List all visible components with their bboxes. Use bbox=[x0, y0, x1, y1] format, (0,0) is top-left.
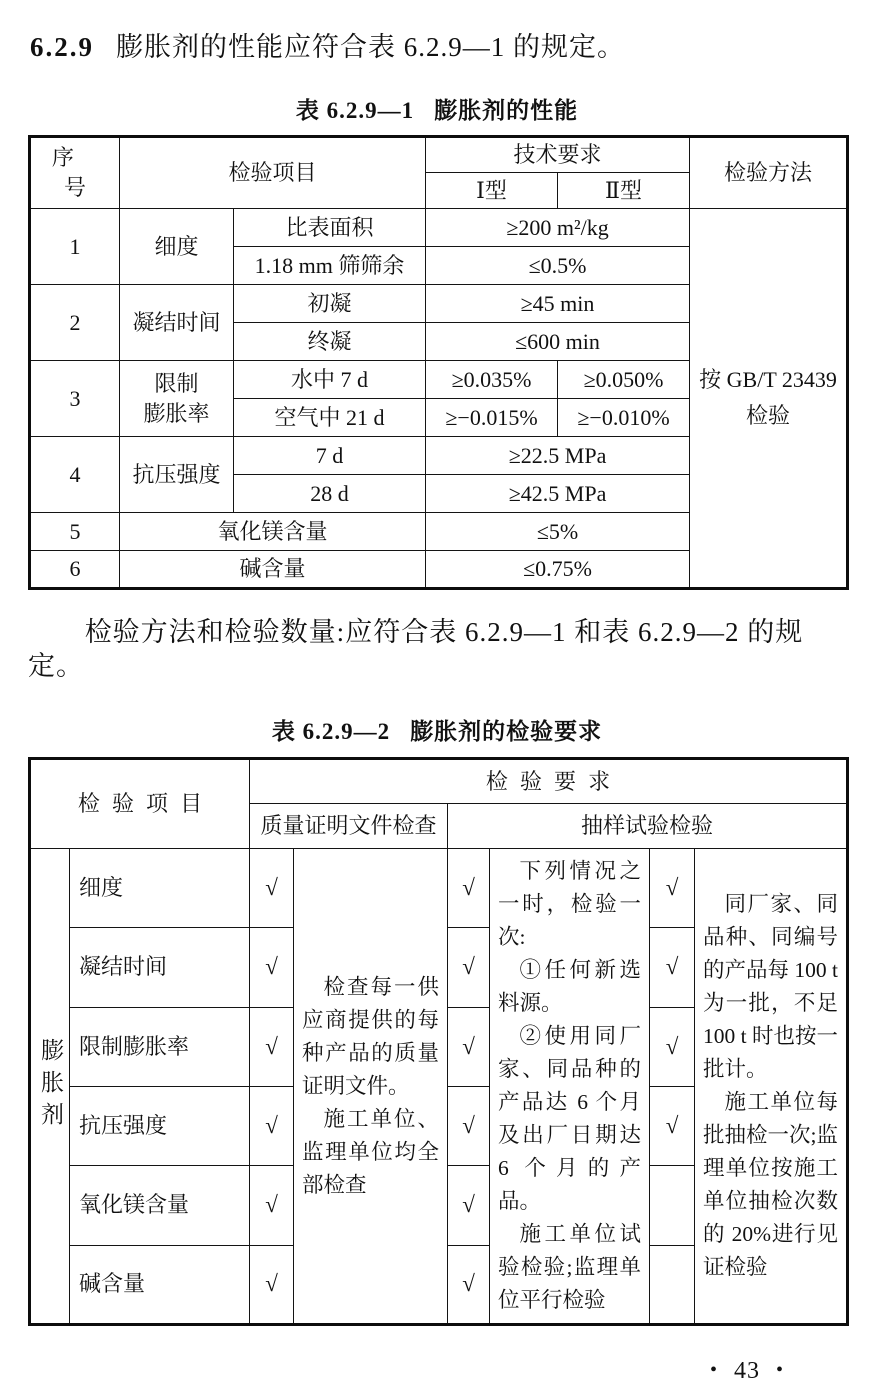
checkmark: √ bbox=[250, 849, 294, 928]
row-no: 6 bbox=[30, 551, 120, 589]
table2-header-requirement: 检验要求 bbox=[250, 759, 848, 804]
row-category: 凝结时间 bbox=[120, 285, 234, 361]
row-item: 碱含量 bbox=[70, 1245, 250, 1324]
checkmark: √ bbox=[448, 1166, 490, 1245]
row-item: 比表面积 bbox=[234, 209, 426, 247]
row-value: ≥45 min bbox=[426, 285, 690, 323]
row-category: 限制 膨胀率 bbox=[120, 361, 234, 437]
checkmark: √ bbox=[448, 928, 490, 1007]
method-line: 按 GB/T 23439 bbox=[699, 367, 837, 392]
checkmark-empty bbox=[650, 1245, 695, 1324]
row-no: 2 bbox=[30, 285, 120, 361]
page-number bbox=[28, 1358, 846, 1385]
checkmark: √ bbox=[448, 849, 490, 928]
row-item: 细度 bbox=[70, 849, 250, 928]
row-item: 水中 7 d bbox=[234, 361, 426, 399]
row-value-type2: ≥−0.010% bbox=[558, 399, 690, 437]
body-paragraph: 检验方法和检验数量:应符合表 6.2.9—1 和表 6.2.9—2 的规定。 bbox=[28, 617, 804, 681]
table1-title-text: 膨胀剂的性能 bbox=[434, 98, 579, 123]
checkmark: √ bbox=[448, 1245, 490, 1324]
table1-header-row bbox=[30, 137, 848, 173]
row-value: ≥200 m²/kg bbox=[426, 209, 690, 247]
row-value-type2: ≥0.050% bbox=[558, 361, 690, 399]
row-item: 氧化镁含量 bbox=[70, 1166, 250, 1245]
table2-title-label: 表 6.2.9—2 bbox=[271, 719, 391, 744]
table2-title-text: 膨胀剂的检验要求 bbox=[410, 719, 603, 744]
note-paragraph: 施工单位、监理单位均全部检查 bbox=[302, 1106, 439, 1197]
row-value: ≤0.75% bbox=[426, 551, 690, 589]
table1-title-label: 表 6.2.9—1 bbox=[295, 98, 415, 123]
sample-test-note-1 bbox=[490, 849, 650, 1325]
row-no: 1 bbox=[30, 209, 120, 285]
row-item: 限制膨胀率 bbox=[70, 1007, 250, 1086]
table1-header-type1: Ⅰ型 bbox=[426, 173, 558, 209]
checkmark: √ bbox=[250, 1245, 294, 1324]
section-number: 6.2.9 bbox=[30, 32, 94, 62]
section-heading-text: 膨胀剂的性能应符合表 6.2.9—1 的规定。 bbox=[116, 32, 625, 62]
table2-header-sample-test: 抽样试验检验 bbox=[448, 804, 848, 849]
section-heading bbox=[30, 30, 846, 64]
method-line: 检验 bbox=[746, 403, 791, 428]
table1-header-item: 检验项目 bbox=[120, 137, 426, 209]
note-paragraph: ①任何新选料源。 bbox=[498, 958, 641, 1015]
checkmark: √ bbox=[250, 1166, 294, 1245]
table1-header-tech: 技术要求 bbox=[426, 137, 690, 173]
table1-header-type2: Ⅱ型 bbox=[558, 173, 690, 209]
checkmark: √ bbox=[650, 1086, 695, 1165]
table2-title bbox=[28, 713, 846, 746]
table-row bbox=[30, 849, 848, 928]
row-item: 7 d bbox=[234, 437, 426, 475]
table-row bbox=[30, 209, 848, 247]
table1-title bbox=[28, 92, 846, 125]
table1-header-seq: 序号 bbox=[30, 137, 120, 209]
note-paragraph: 同厂家、同品种、同编号的产品每 100 t 为一批，不足 100 t 时也按一批计。 bbox=[703, 892, 839, 1081]
row-item: 抗压强度 bbox=[70, 1086, 250, 1165]
row-no: 5 bbox=[30, 513, 120, 551]
row-value: ≤5% bbox=[426, 513, 690, 551]
test-method-cell bbox=[690, 209, 848, 589]
table1-header-method: 检验方法 bbox=[690, 137, 848, 209]
row-category: 细度 bbox=[120, 209, 234, 285]
checkmark: √ bbox=[650, 849, 695, 928]
checkmark-empty bbox=[650, 1166, 695, 1245]
row-no: 4 bbox=[30, 437, 120, 513]
row-category: 抗压强度 bbox=[120, 437, 234, 513]
sample-test-note-2 bbox=[695, 849, 848, 1325]
note-paragraph: 施工单位每批抽检一次;监理单位按施工单位抽检次数的 20%进行见证检验 bbox=[703, 1090, 839, 1279]
checkmark: √ bbox=[250, 1007, 294, 1086]
row-item: 空气中 21 d bbox=[234, 399, 426, 437]
checkmark: √ bbox=[250, 1086, 294, 1165]
table2-header-doc-check: 质量证明文件检查 bbox=[250, 804, 448, 849]
page-number-value: 43 bbox=[733, 1358, 760, 1384]
row-item: 终凝 bbox=[234, 323, 426, 361]
note-paragraph: 下列情况之一时，检验一次: bbox=[498, 859, 641, 949]
row-item: 初凝 bbox=[234, 285, 426, 323]
row-value: ≤600 min bbox=[426, 323, 690, 361]
row-value-type1: ≥−0.015% bbox=[426, 399, 558, 437]
row-item: 1.18 mm 筛筛余 bbox=[234, 247, 426, 285]
page-number-dot: • bbox=[775, 1359, 784, 1381]
row-value: ≤0.5% bbox=[426, 247, 690, 285]
doc-check-note bbox=[294, 849, 448, 1325]
note-paragraph: ②使用同厂家、同品种的产品达 6 个月及出厂日期达 6 个月的产品。 bbox=[498, 1024, 641, 1213]
page-number-dot: • bbox=[709, 1359, 718, 1381]
checkmark: √ bbox=[250, 928, 294, 1007]
checkmark: √ bbox=[448, 1086, 490, 1165]
row-no: 3 bbox=[30, 361, 120, 437]
table1-performance bbox=[28, 135, 849, 590]
table2-header-item: 检验项目 bbox=[30, 759, 250, 849]
row-item: 碱含量 bbox=[120, 551, 426, 589]
row-value: ≥42.5 MPa bbox=[426, 475, 690, 513]
table2-header-row bbox=[30, 759, 848, 804]
note-paragraph: 检查每一供应商提供的每种产品的质量证明文件。 bbox=[302, 974, 439, 1098]
group-label: 膨胀剂 bbox=[30, 849, 70, 1325]
checkmark: √ bbox=[448, 1007, 490, 1086]
row-item: 氧化镁含量 bbox=[120, 513, 426, 551]
note-paragraph: 施工单位试验检验;监理单位平行检验 bbox=[498, 1222, 641, 1312]
row-item: 凝结时间 bbox=[70, 928, 250, 1007]
row-value: ≥22.5 MPa bbox=[426, 437, 690, 475]
checkmark: √ bbox=[650, 1007, 695, 1086]
row-item: 28 d bbox=[234, 475, 426, 513]
row-value-type1: ≥0.035% bbox=[426, 361, 558, 399]
table2-inspection bbox=[28, 757, 849, 1326]
checkmark: √ bbox=[650, 928, 695, 1007]
